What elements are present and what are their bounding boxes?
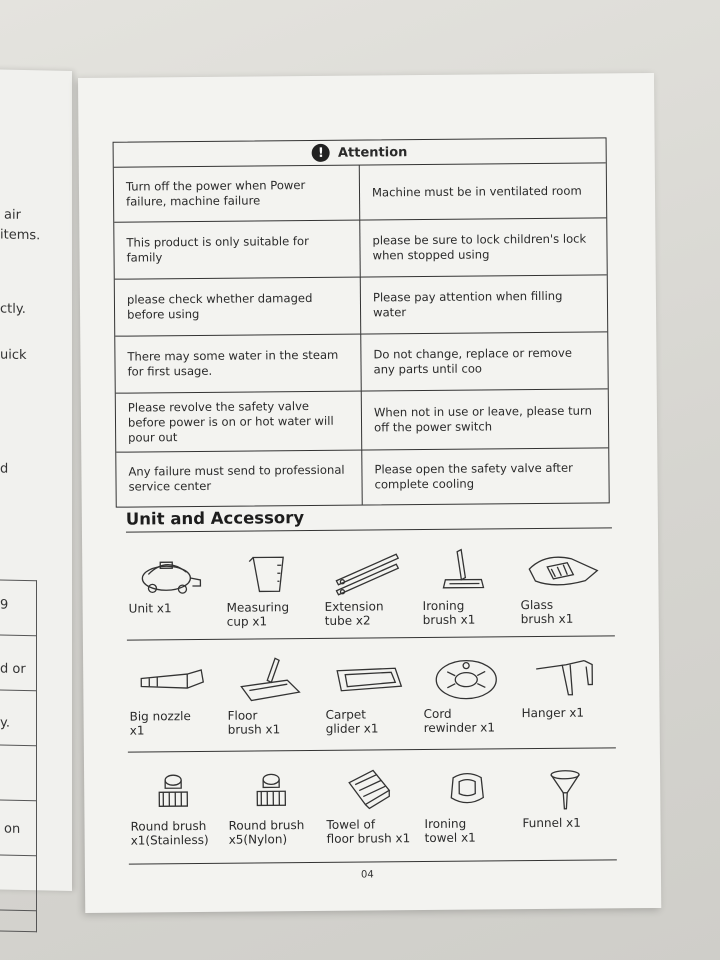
accessory-item (124, 765, 223, 848)
accessory-label: Extension tube x2 (324, 599, 384, 628)
hanger-icon (515, 651, 613, 706)
accessory-label: Ironing brush x1 (422, 598, 476, 628)
accessory-item (514, 543, 613, 626)
attention-row (115, 332, 607, 393)
accessory-label: Floor brush x1 (227, 708, 281, 737)
accessory-item (222, 764, 321, 847)
accessory-label: Unit x1 (128, 601, 172, 616)
accessory-item (221, 654, 320, 737)
accessory-row (124, 761, 615, 847)
carpet-glider-icon (319, 653, 417, 708)
accessory-label: Glass brush x1 (520, 597, 574, 627)
ironing-brush-icon (416, 544, 514, 599)
attention-row (114, 163, 606, 222)
accessory-item (318, 545, 417, 628)
divider (127, 635, 615, 640)
attention-cell: please check whether damaged before using (115, 278, 361, 336)
attention-row (114, 218, 606, 279)
accessory-item (122, 547, 221, 630)
left-text-fragment: items. (0, 227, 41, 244)
accessory-label: Hanger x1 (521, 705, 585, 721)
left-text-fragment: on (4, 821, 21, 837)
cord-rewinder-icon (417, 652, 515, 707)
attention-cell: please be sure to lock children's lock when stopped using (372, 231, 587, 263)
glass-brush-icon (514, 543, 612, 598)
attention-cell: There may some water in the steam for first usage. (115, 335, 361, 393)
divider (128, 747, 616, 752)
attention-cell: Please pay attention when filling water (372, 288, 563, 320)
extension-tube-icon (318, 545, 416, 600)
left-text-fragment: d (0, 461, 9, 477)
accessory-item (417, 652, 516, 735)
accessory-item (320, 763, 419, 846)
funnel-icon (516, 761, 614, 816)
left-text-fragment: uick (0, 347, 27, 364)
attention-cell: Do not change, replace or remove any parts until coo (373, 345, 572, 377)
attention-cell: Please open the safety valve after complete cooling (374, 460, 573, 492)
accessory-item (418, 762, 517, 845)
attention-heading: Attention (337, 144, 408, 161)
divider (129, 859, 617, 864)
accessory-label: Round brush x5(Nylon) (228, 818, 305, 847)
accessory-label: Big nozzle x1 (129, 709, 191, 738)
attention-row (116, 448, 608, 506)
section-title: Unit and Accessory (125, 508, 305, 529)
accessory-label: Measuring cup x1 (226, 600, 290, 629)
round-brush-nylon-icon (222, 764, 320, 819)
attention-cell: Any failure must send to professional service center (116, 451, 362, 507)
floor-brush-icon (221, 654, 319, 709)
steam-unit-icon (122, 547, 220, 602)
accessory-label: Round brush x1(Stainless) (130, 818, 209, 848)
attention-row (115, 275, 607, 336)
accessory-item (516, 761, 615, 844)
floor-towel-icon (320, 763, 418, 818)
accessory-row (123, 651, 614, 737)
attention-cell: Please revolve the safety valve before power is on or hot water will pour out (116, 392, 362, 452)
accessory-label: Ironing towel x1 (424, 816, 476, 846)
ironing-towel-icon (418, 762, 516, 817)
accessory-label: Towel of floor brush x1 (326, 817, 411, 846)
left-page (0, 69, 72, 891)
round-brush-stainless-icon (124, 765, 222, 820)
page-number: 04 (360, 869, 374, 881)
accessory-row (122, 543, 613, 629)
attention-row (116, 389, 608, 452)
left-text-fragment: ctly. (0, 301, 26, 317)
accessory-item (220, 546, 319, 629)
left-text-fragment: air (4, 207, 21, 223)
accessory-label: Funnel x1 (522, 815, 581, 831)
attention-cell: Turn off the power when Power failure, machine failure (114, 166, 360, 222)
left-table (0, 579, 37, 932)
attention-table (113, 137, 610, 507)
manual-page (78, 73, 661, 913)
left-text-fragment: d or (0, 661, 26, 677)
accessory-label: Cord rewinder x1 (423, 706, 496, 736)
exclamation-icon: ! (312, 144, 330, 162)
accessory-item (515, 651, 614, 734)
accessory-item (416, 544, 515, 627)
accessory-label: Carpet glider x1 (325, 707, 379, 736)
attention-cell: When not in use or leave, please turn off the power switch (373, 403, 592, 435)
big-nozzle-icon (123, 655, 221, 710)
divider (126, 527, 612, 532)
attention-cell: Machine must be in ventilated room (371, 183, 582, 199)
accessory-item (123, 655, 222, 738)
left-text-fragment: 9 (0, 597, 9, 613)
left-text-fragment: y. (0, 715, 10, 731)
measuring-cup-icon (220, 546, 318, 601)
attention-cell: This product is only suitable for family (114, 221, 360, 279)
accessory-item (319, 653, 418, 736)
